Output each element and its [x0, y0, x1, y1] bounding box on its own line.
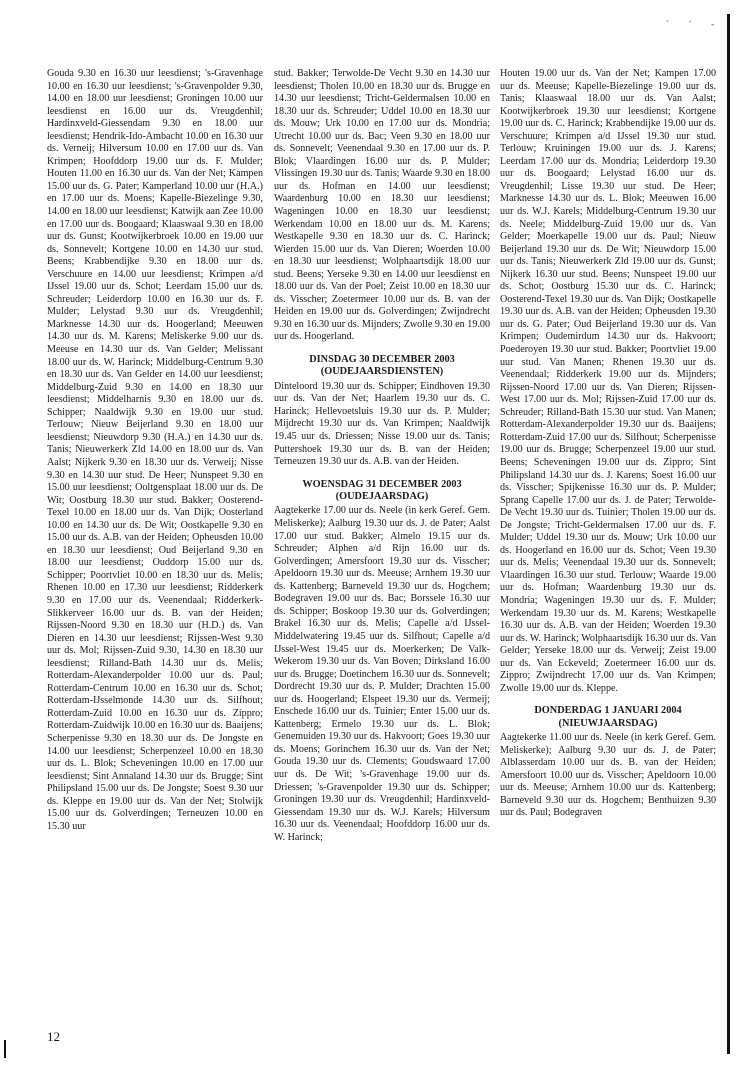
column-3-intro: Houten 19.00 uur ds. Van der Net; Kampen 17.00 uur ds. Meeuse; Kapelle-Biezelinge 19.00 uur ds. Tanis; Klaaswaal 18.00 uur ds. Van Aalst; Kootwijkerbroek 19.30 uur leesdienst; Kortgene 19.00 uur ds. C. Harinck; Krabbendijke 19.00 uur ds. Verschuure; Krimpen a/d IJssel 19.30 uur stud. Terlouw; Kruiningen 19.00 uur ds. J. Karens; Leerdam 17.00 uur ds. Mondria; Leiderdorp 19.30 uur ds. Boogaard; Lelystad 16.00 uur ds. Vreugdenhil; Lisse 19.30 uur stud. De Heer; Marknesse 14.30 uur ds. L. Blok; Meeuwen 16.00 uur ds. W.J. Karels; Middelburg-Centrum 19.30 uur ds. Neele; Middelburg-Zuid 19.00 uur ds. Van Gelder; Moerkapelle 19.00 uur ds. Paul; Nieuw Beijerland 19.30 uur ds. De Wit; Nieuwdorp 15.00 uur ds. Tanis; Nieuwerkerk Zld 19.00 uur ds. Gunst; Nijkerk 16.30 uur stud. Beens; Nunspeet 19.00 uur ds. Schot; Oostburg 15.30 uur ds. C. Harinck; Oosterend-Texel 19.30 uur ds. Van Dijk; Oostkapelle 19.30 uur ds. A.B. van der Heiden; Opheusden 19.30 uur ds. G. Pater; Oud Beijerland 19.30 uur ds. Van Krimpen; Oudemirdum 14.30 uur ds. Hakvoort; Poederoyen 19.30 uur stud. Bakker; Poortvliet 19.00 uur stud. Van Manen; Rhenen 19.30 uur ds. Veenendaal; Ridderkerk 19.00 uur ds. Mijnders; Rijssen-Noord 17.00 uur ds. Van Dieren; Rijssen-West 17.00 uur ds. Mol; Rijssen-Zuid 17.00 uur ds. Schreuder; Rilland-Bath 15.30 uur stud. Van Manen; Rotterdam-Alexanderpolder 19.30 uur ds. Baaijens; Rotterdam-Zuid 17.00 uur ds. Silfhout; Scherpenisse 19.00 uur ds. Brugge; Scherpenzeel 19.00 uur stud. Beens; Scheveningen 19.00 uur ds. Zippro; Sint Philipsland 14.30 uur ds. J. Karens; Soest 16.00 uur ds. Visscher; Spijkenisse 16.30 uur ds. P. Mulder; Sprang Capelle 17.00 uur ds. J. de Pater; Terwolde-De Vecht 19.30 uur ds. Tuinier; Tholen 19.00 uur ds. De Jongste; Tricht-Geldermalsen 17.00 uur ds. F. Mulder; Uddel 19.30 uur ds. Mouw; Urk 10.00 uur ds. Hoogerland en 16.00 uur ds. Schot; Veen 19.30 uur ds. Melis; Veenendaal 19.30 uur ds. Sonnevelt; Vlaardingen 16.30 uur stud. Terlouw; Waarde 19.00 uur ds. Hofman; Waardenburg 19.30 uur ds. Mondria; Wageningen 19.30 uur ds. F. Mulder; Werkendam 19.30 uur ds. M. Karens; Westkapelle 16.30 uur ds. A.B. van der Heiden; Woerden 19.30 uur ds. W. Harinck; Wolphaartsdijk 16.30 uur ds. Van Gelder; Yerseke 18.00 uur ds. Verweij; Zeist 19.00 uur ds. Van Eckeveld; Zoetermeer 16.00 uur ds. Zippro; Zwijndrecht 17.00 uur ds. Van Krimpen; Zwolle 19.00 uur ds. Kleppe.: [500, 68, 716, 694]
scan-edge-left: [4, 1040, 6, 1058]
section-31-december-text: Aagtekerke 17.00 uur ds. Neele (in kerk Geref. Gem. Meliskerke); Aalburg 19.30 uur ds. J. de Pater; Aalst 17.00 uur stud. Bakker; Almelo 19.15 uur ds. Schreuder; Alphen a/d Rijn 16.00 uur ds. Golverdingen; Amersfoort 19.30 uur ds. Visscher; Apeldoorn 19.30 uur ds. Meeuse; Arnhem 19.30 uur ds. Kattenberg; Barneveld 19.30 uur ds. Hogchem; Bodegraven 19.00 uur ds. Bac; Borssele 16.30 uur ds. Schipper; Boskoop 19.30 uur ds. Golverdingen; Brakel 16.30 uur ds. Melis; Capelle a/d IJssel-Middelwatering 19.45 uur ds. Silfhout; Capelle a/d IJssel-West 19.45 uur ds. Moerkerken; De Valk-Wekerom 19.30 uur ds. Van Boven; Dirksland 16.00 uur ds. Brugge; Doetinchem 16.30 uur ds. Sonnevelt; Dordrecht 19.30 uur ds. P. Mulder; Drachten 15.00 uur ds. Hoogerland; Elspeet 19.30 uur ds. Vermeij; Enschede 16.00 uur ds. Tuinier; Enter 15.00 uur ds. Kattenberg; Ermelo 19.30 uur ds. L. Blok; Genemuiden 19.30 uur ds. Hakvoort; Goes 19.30 uur ds. Moens; Gorinchem 16.30 uur ds. Van der Net; Gouda 19.30 uur ds. Clements; Goudswaard 17.00 uur ds. De Wit; 's-Gravenhage 19.00 uur ds. Driessen; 's-Gravenpolder 19.30 uur ds. Schipper; Groningen 19.30 uur ds. Vreugdenhil; Hardinxveld-Giessendam 19.30 uur ds. W.J. Karels; Hilversum 16.30 uur ds. Veenendaal; Hoofddorp 16.00 uur ds. W. Harinck;: [274, 505, 490, 843]
heading-31-december: [274, 479, 490, 504]
heading-1-januari-line1: DONDERDAG 1 JANUARI 2004: [534, 705, 682, 717]
heading-1-januari: [500, 705, 716, 730]
column-1-text: Gouda 9.30 en 16.30 uur leesdienst; 's-Gravenhage 10.00 en 16.30 uur leesdienst; 's-Gravenpolder 9.30, 14.00 en 18.00 uur leesdienst; Groningen 10.00 uur leesdienst en 16.00 uur ds. Vreugdenhil; Hardinxveld-Giessendam 9.30 en 18.00 uur leesdienst; Hendrik-Ido-Ambacht 10.00 en 16.30 uur ds. Verneij; Hilversum 10.00 en 17.00 uur ds. Van Krimpen; Hoofddorp 19.00 uur ds. F. Mulder; Houten 11.00 en 16.30 uur ds. Van der Net; Kampen 15.00 uur ds. G. Pater; Kamperland 10.00 uur (H.A.) en 17.00 uur ds. Moens; Kapelle-Biezelinge 9.30, 14.00 en 18.00 uur leesdienst; Katwijk aan Zee 10.00 en 17.00 uur ds. Boogaard; Klaaswaal 9.30 en 18.00 uur ds. Gunst; Kootwijkerbroek 10.00 en 19.00 uur ds. Sonnevelt; Kortgene 10.00 en 14.30 uur stud. Beens; Krabbendijke 9.30 en 18.00 uur ds. Verschuure en 14.00 uur leesdienst; Krimpen a/d IJssel 19.00 uur ds. Schot; Leerdam 15.00 uur ds. Schreuder; Leiderdorp 10.00 en 16.30 uur ds. F. Mulder; Lelystad 9.30 uur ds. Vreugdenhil; Marknesse 14.30 uur ds. Hoogerland; Meeuwen 14.30 uur ds. M. Karens; Meliskerke 9.00 uur ds. Meeuse en 14.30 uur ds. Van Gelder; Melissant 18.00 uur ds. W. Harinck; Middelburg-Centrum 9.30 en 18.30 uur ds. Van Gelder en 14.00 uur leesdienst; Middelburg-Zuid 9.30 en 14.00 en 18.30 uur leesdienst; Middelharnis 9.30 en 18.00 uur ds. Schipper; Naaldwijk 9.30 en 19.00 uur stud. Terlouw; Nieuw Beijerland 9.30 en 18.00 uur leesdienst; Nieuwdorp 9.30 (H.A.) en 14.30 uur ds. Tanis; Nieuwerkerk Zld 14.00 en 18.00 uur ds. Van Aalst; Nijkerk 9.30 en 18.30 uur ds. Verweij; Nisse 9.30 en 14.30 uur stud. De Heer; Nunspeet 9.30 en 15.00 uur leesdienst; Ooltgensplaat 18.00 uur ds. De Wit; Oostburg 18.30 uur stud. Bakker; Oosterend-Texel 10.00 en 18.00 uur ds. Van Dijk; Oosterland 10.00 en 14.30 uur ds. De Wit; Oostkapelle 9.30 en 15.00 uur ds. A.B. van der Heiden; Opheusden 10.00 en 18.30 uur leesdienst; Oud Beijerland 9.30 en 18.00 uur leesdienst; Ouddorp 15.00 uur ds. Schipper; Poortvliet 10.00 en 18.30 uur ds. Melis; Rhenen 10.00 en 17.30 uur leesdienst; Ridderkerk 9.30 en 17.00 uur ds. Veenendaal; Ridderkerk-Slikkerveer 16.00 uur ds. B. van der Heiden; Rijssen-Noord 9.30 en 18.30 uur (H.D.) ds. Van Dieren en 14.30 uur leesdienst; Rijssen-West 9.30 uur ds. Mol; Rijssen-Zuid 9.30, 14.30 en 18.30 uur leesdienst; Rilland-Bath 14.30 uur ds. Melis; Rotterdam-Alexanderpolder 10.00 uur ds. Paul; Rotterdam-Centrum 10.00 en 16.30 uur ds. Schot; Rotterdam-IJsselmonde 14.30 uur ds. Silfhout; Rotterdam-Zuid 10.00 en 16.30 uur ds. Zippro; Rotterdam-Zuidwijk 10.00 en 16.30 uur ds. Baaijens; Scherpenisse 9.30 en 18.30 uur ds. De Jongste en 14.00 uur leesdienst; Scherpenzeel 10.00 en 18.30 uur ds. L. Blok; Scheveningen 10.00 en 17.00 uur leesdienst; Sint Annaland 14.30 uur ds. Brugge; Sint Philipsland 15.00 uur ds. De Jongste; Soest 9.30 uur ds. Kleppe en 19.00 uur ds. Van der Net; Stolwijk 15.00 uur ds. Golverdingen; Terneuzen 10.00 en 15.30 uur: [47, 68, 263, 832]
scan-edge-right: [727, 14, 730, 1054]
column-1: [47, 68, 263, 1036]
heading-31-december-line1: WOENSDAG 31 DECEMBER 2003: [302, 478, 462, 490]
heading-31-december-line2: (OUDEJAARSDAG): [335, 491, 429, 503]
heading-1-januari-line2: (NIEUWJAARSDAG): [558, 717, 658, 729]
section-1-januari-text: Aagtekerke 11.00 uur ds. Neele (in kerk Geref. Gem. Meliskerke); Aalburg 9.30 uur ds. J. de Pater; Alblasserdam 10.00 uur ds. B. van der Heiden; Amersfoort 10.00 uur ds. Visscher; Apeldoorn 10.00 uur ds. Meeuse; Arnhem 10.00 uur ds. Kattenberg; Barneveld 9.30 uur ds. Hogchem; Benthuizen 9.30 uur ds. Paul; Bodegraven: [500, 732, 716, 819]
column-3: [500, 68, 716, 1024]
heading-30-december: [274, 354, 490, 379]
heading-30-december-line1: DINSDAG 30 DECEMBER 2003: [309, 354, 455, 366]
column-2: [274, 68, 490, 1028]
heading-30-december-line2: (OUDEJAARSDIENSTEN): [320, 366, 444, 378]
corner-marks: ` ' -: [666, 19, 724, 29]
column-2-intro: stud. Bakker; Terwolde-De Vecht 9.30 en 14.30 uur leesdienst; Tholen 10.00 en 18.30 uur ds. Brugge en 14.30 uur leesdienst; Tricht-Geldermalsen 10.00 en 18.30 uur ds. Schreuder; Uddel 10.00 en 18.30 uur ds. Mouw; Urk 10.00 en 17.00 uur ds. Mondria; Utrecht 10.00 uur ds. Bac; Veen 9.30 en 18.00 uur ds. Sonnevelt; Veenendaal 9.30 en 17.00 uur ds. P. Blok; Vlaardingen 16.00 uur ds. P. Mulder; Vlissingen 19.30 uur ds. Tanis; Waarde 9.30 en 18.00 uur ds. Hofman en 14.00 uur leesdienst; Waardenburg 10.00 en 18.30 uur leesdienst; Wageningen 10.00 en 18.30 uur leesdienst; Werkendam 10.00 en 18.00 uur ds. M. Karens; Westkapelle 9.30 en 18.30 uur ds. C. Harinck; Wierden 15.00 uur ds. Van Dieren; Woerden 10.00 en 18.30 uur leesdienst; Wolphaartsdijk 18.00 uur stud. Beens; Yerseke 9.30 en 14.00 uur leesdienst en 18.00 uur ds. Van der Poel; Zeist 10.00 en 18.30 uur ds. Visscher; Zoetermeer 10.00 uur ds. B. van der Heiden en 19.00 uur ds. Golverdingen; Zwijndrecht 9.30 en 16.30 uur ds. Mijnders; Zwolle 9.30 en 19.00 uur ds. Hoogerland.: [274, 68, 490, 343]
section-30-december-text: Dinteloord 19.30 uur ds. Schipper; Eindhoven 19.30 uur ds. Van der Net; Haarlem 19.30 uur ds. C. Harinck; Hellevoetsluis 19.30 uur ds. P. Mulder; Mijdrecht 19.30 uur ds. Van Krimpen; Naaldwijk 19.45 uur ds. Driessen; Nisse 19.00 uur ds. Tanis; Puttershoek 19.30 uur ds. B. van der Heiden; Terneuzen 19.30 uur ds. A.B. van der Heiden.: [274, 380, 490, 468]
page-number: 12: [47, 1029, 60, 1044]
